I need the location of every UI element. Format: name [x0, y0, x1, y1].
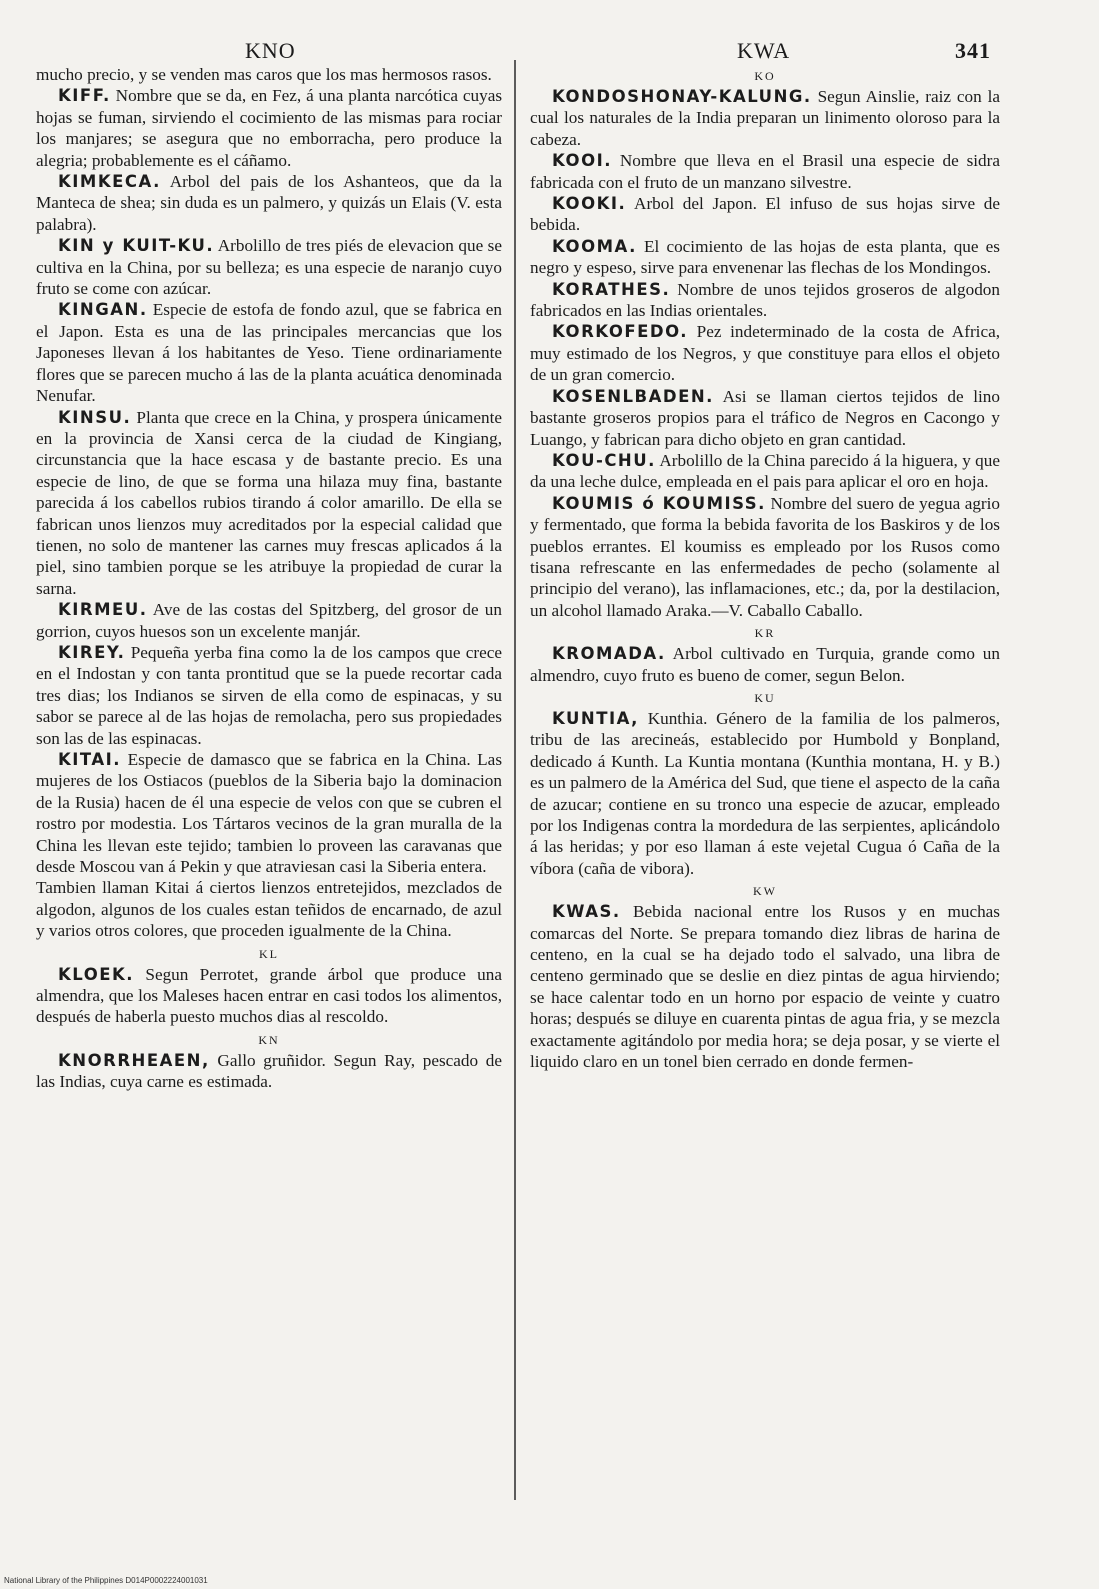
entry-definition: Arbol del Japon. El infuso de sus hojas sirve de bebida.	[530, 194, 1000, 235]
right-column	[530, 64, 1000, 1072]
entry-headword: KORATHES.	[552, 279, 671, 299]
dictionary-entry	[530, 493, 1000, 621]
dictionary-entry	[36, 407, 502, 600]
dictionary-entry	[36, 1050, 502, 1093]
column-divider	[514, 60, 516, 1500]
dictionary-entry	[530, 193, 1000, 236]
entry-continuation	[36, 877, 502, 941]
library-footer: National Library of the Philippines D014P0002224001031	[4, 1576, 208, 1585]
entry-definition: Ave de las costas del Spitzberg, del grosor de un gorrion, cuyos huesos son un excelente manjár.	[36, 600, 502, 641]
entry-definition: Especie de estofa de fondo azul, que se fabrica en el Japon. Esta es una de las principales mercancias que los Japoneses llevan á los habitantes de Yeso. Tiene ordinariamente flores que se parecen mucho á las de la planta acuática denominada Nenufar.	[36, 300, 502, 406]
entry-definition: Arbol del pais de los Ashanteos, que da la Manteca de shea; sin duda es un palmero, y quizás un Elais (V. esta palabra).	[36, 172, 502, 234]
dictionary-entry	[36, 299, 502, 406]
entry-definition: Planta que crece en la China, y prospera únicamente en la provincia de Xansi cerca de la ciudad de Kingiang, circunstancia que la hace escasa y de bastante precio. Es una especie de lino, de que se forma una hilaza muy fina, bastante parecida á los cabellos rubios tirando á color amarillo. De ella se fabrican unos lienzos muy acreditados por la especial calidad que tienen, no solo de mantener las carnes muy frescas aplicados á la piel, sino tambien porque se les atribuye la propiedad de curar la sarna.	[36, 407, 503, 598]
dictionary-entry	[36, 599, 502, 642]
entry-headword: KINSU.	[58, 407, 132, 427]
entry-definition: Pez indeterminado de la costa de Africa, muy estimado de los Negros, y que constituye para ellos el objeto de un gran comercio.	[530, 322, 1000, 385]
entry-definition: Gallo gruñidor. Segun Ray, pescado de las Indias, cuya carne es estimada.	[36, 1050, 502, 1092]
entry-definition: Arbolillo de tres piés de elevacion que se cultiva en la China, por su belleza; es una especie de naranjo cuyo fruto se come con azúcar.	[36, 236, 502, 299]
entry-headword: KLOEK.	[58, 964, 135, 984]
entry-definition: Arbol cultivado en Turquia, grande como un almendro, cuyo fruto es bueno de comer, segun Belon.	[530, 644, 1000, 685]
entry-headword: KITAI.	[58, 750, 122, 769]
entry-headword: KOOKI.	[552, 194, 627, 214]
dictionary-entry	[530, 386, 1000, 450]
running-head-right: KWA	[737, 38, 791, 63]
entry-definition: Segun Ainslie, raiz con la cual los naturales de la India preparan un linimento oloroso para la cabeza.	[530, 87, 1000, 149]
entry-continuation	[36, 64, 502, 85]
section-letter: KN	[258, 1032, 280, 1047]
entry-definition: Tambien llaman Kitai á ciertos lienzos entretejidos, mezclados de algodon, algunos de los cuales estan teñidos de encarnado, de azul y varios otros colores, que proceden igualmente de la China.	[36, 878, 502, 941]
dictionary-entry	[530, 150, 1000, 193]
entry-definition: Kunthia. Género de la familia de los palmeros, tribu de las arecineás, establecido por Humbold y Bonpland, dedicado á Kunth. La Kuntia montana (Kunthia montana, H. y B.) es un palmero de la América del Sud, que tiene el aspecto de la caña de azucar; contiene en su tronco una especie de azucar, empleado por los Indigenas contra la mordedura de las serpientes, aplicándolo á las heridas; y por eso llaman á este vejetal Cugua ó Caña de la víbora (caña de vibora).	[530, 708, 1001, 878]
entry-headword: KORKOFEDO.	[552, 322, 689, 342]
entry-headword: KIRMEU.	[58, 600, 148, 620]
dictionary-entry	[36, 642, 502, 749]
entry-headword: KONDOSHONAY-KALUNG.	[552, 87, 812, 106]
left-column	[36, 64, 502, 1093]
entry-headword: KOOMA.	[552, 236, 637, 256]
entry-headword: KOU-CHU.	[552, 450, 656, 470]
section-letter: KL	[259, 946, 279, 961]
entry-definition: El cocimiento de las hojas de esta planta, que es negro y espeso, sirve para envenenar las flechas de los Mondingos.	[530, 236, 1000, 278]
dictionary-entry	[36, 171, 502, 235]
dictionary-entry	[36, 235, 502, 299]
dictionary-entry	[530, 708, 1000, 879]
entry-definition: Segun Perrotet, grande árbol que produce una almendra, que los Maleses hacen entrar en casi todos los alimentos, después de haberla puesto muchos dias al rescoldo.	[36, 964, 502, 1027]
dictionary-entry	[530, 450, 1000, 493]
entry-headword: KWAS.	[552, 902, 621, 922]
dictionary-entry	[530, 236, 1000, 279]
entry-headword: KIFF.	[58, 86, 111, 106]
entry-headword: KROMADA.	[552, 644, 666, 664]
entry-definition: Asi se llaman ciertos tejidos de lino bastante groseros propios para el tráfico de Negros en Cacongo y Luango, y fabrican para dicho objeto en gran cantidad.	[530, 386, 1000, 449]
entry-headword: KUNTIA,	[552, 708, 639, 728]
entry-definition: Arbolillo de la China parecido á la higuera, y que da una leche dulce, empleada en el pais para aplicar el oro en hoja.	[530, 450, 1000, 492]
section-letter: KO	[754, 69, 776, 83]
dictionary-entry	[36, 85, 502, 171]
entry-headword: KIREY.	[58, 642, 126, 662]
dictionary-entry	[530, 279, 1000, 322]
section-letter: KW	[753, 884, 777, 899]
section-letter: KU	[754, 690, 776, 705]
dictionary-entry	[530, 643, 1000, 686]
page-number: 341	[955, 38, 991, 63]
entry-headword: KNORRHEAEN,	[58, 1050, 210, 1070]
running-head-left: KNO	[245, 38, 296, 63]
dictionary-entry	[530, 86, 1000, 150]
entry-definition: Pequeña yerba fina como la de los campos que crece en el Indostan y con tanta prontitud que se la puede recortar cada tres dias; los Indianos se sirven de ella como de espinacas, y su sabor se parece al de las hojas de remolacha, pero sus propiedades son las de las espinacas.	[36, 642, 503, 748]
section-letter: KR	[754, 626, 776, 641]
entry-definition: Nombre que se da, en Fez, á una planta narcótica cuyas hojas se fuman, sirviendo el cocimiento de las mismas para rociar los manjares; se asegura que no emborracha, pero produce la alegria; probablemente es el cáñamo.	[36, 86, 503, 170]
entry-headword: KIN y KUIT-KU.	[58, 236, 215, 256]
entry-headword: KIMKECA.	[58, 172, 161, 192]
entry-definition: Nombre de unos tejidos groseros de algodon fabricados en las Indias orientales.	[530, 279, 1000, 321]
entry-headword: KOSENLBADEN.	[552, 386, 714, 406]
entry-definition: mucho precio, y se venden mas caros que los mas hermosos rasos.	[36, 65, 492, 84]
entry-headword: KOUMIS ó KOUMISS.	[552, 493, 766, 513]
dictionary-entry	[36, 749, 502, 877]
entry-definition: Nombre del suero de yegua agrio y fermentado, que forma la bebida favorita de los Baskiros y de los pueblos errantes. El koumiss es empleado por los Rusos como tisana refrescante en las enfermedades de pecho (solamente al principio del verano), las inflamaciones, etc.; da, por la destilacion, un alcohol llamado Araka.—V. Caballo Caballo.	[530, 493, 1001, 620]
dictionary-entry	[36, 964, 502, 1028]
entry-headword: KINGAN.	[58, 300, 148, 320]
dictionary-entry	[530, 321, 1000, 385]
entry-headword: KOOI.	[552, 151, 613, 171]
entry-definition: Especie de damasco que se fabrica en la China. Las mujeres de los Ostiacos (pueblos de la Siberia bajo la dominacion de la Rusia) hacen de él una especie de velos con que se cubren el rostro por modestia. Los Tártaros vecinos de la gran muralla de la China les llevan este tejido; tambien lo proveen las caravanas que desde Moscou van á Pekin y que atraviesan casi la Siberia entera.	[36, 750, 503, 877]
dictionary-entry	[530, 901, 1000, 1072]
entry-definition: Nombre que lleva en el Brasil una especie de sidra fabricada con el fruto de un manzano silvestre.	[530, 151, 1000, 192]
entry-definition: Bebida nacional entre los Rusos y en muchas comarcas del Norte. Se prepara tomando diez libras de harina de centeno, en la cual se ha dejado todo el salvado, una libra de centeno germinado que se deslie en diez pintas de agua hirviendo; se hace calentar todo en un horno por espacio de veinte y cuatro horas; después se diluye en cuarenta pintas de agua fria, y se mezcla exactamente agitándolo por media hora; se deja posar, y se vierte el liquido claro en un tonel bien cerrado en donde fermen-	[530, 902, 1000, 1072]
